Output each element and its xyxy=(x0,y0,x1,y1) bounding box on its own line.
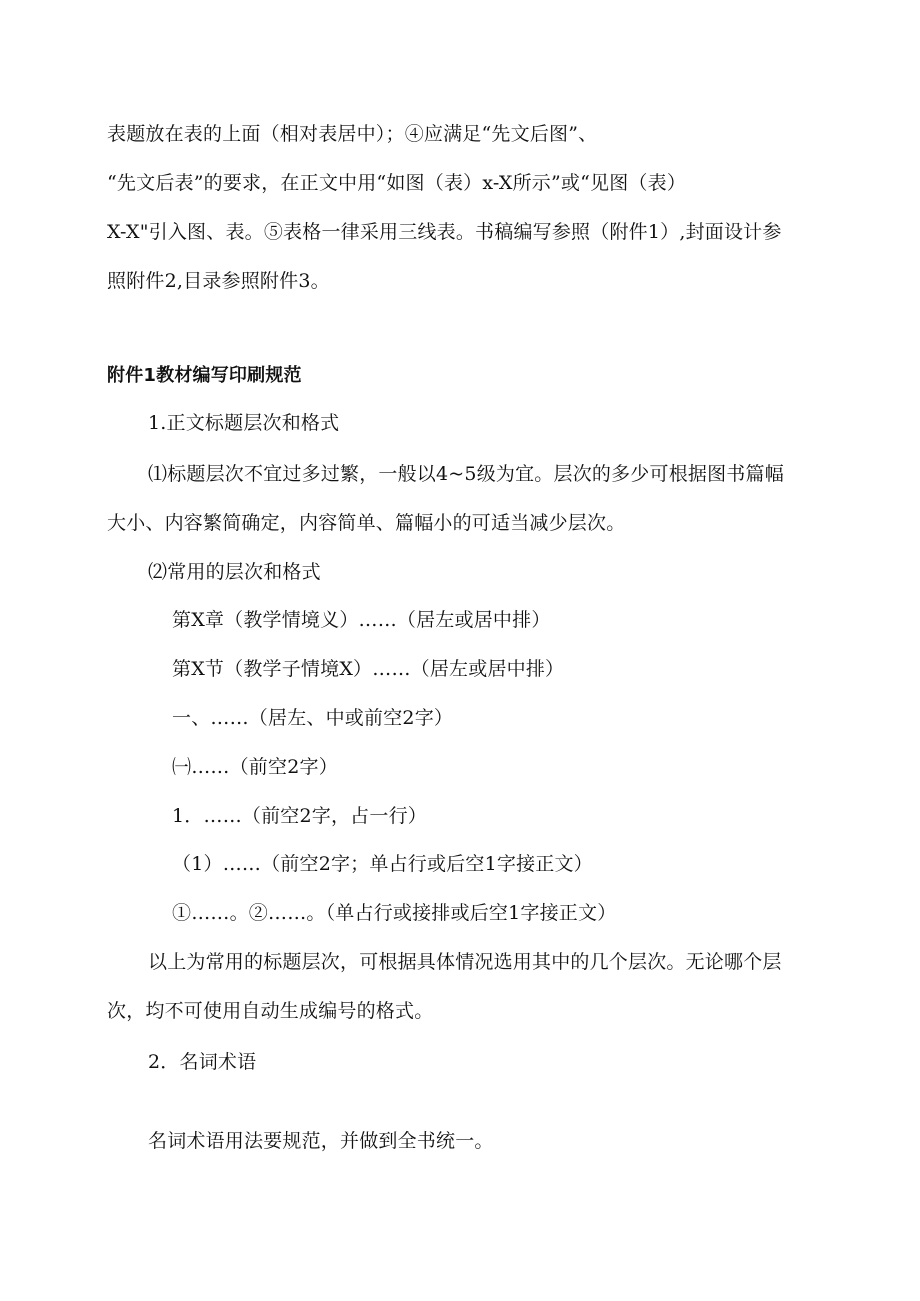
level-circled: ①……。②……。（单占行或接排或后空1字接正文） xyxy=(172,902,617,924)
level-paren-one: ㈠……（前空2字） xyxy=(172,756,338,778)
item2-heading: ⑵常用的层次和格式 xyxy=(148,561,321,583)
intro-line-4: 照附件2,目录参照附件3。 xyxy=(107,270,330,292)
section2-body: 名词术语用法要规范，并做到全书统一。 xyxy=(148,1130,494,1152)
intro-line-3: X-X"引入图、表。⑤表格一律采用三线表。书稿编写参照（附件1）,封面设计参 xyxy=(107,221,782,243)
section1-heading: 1.正文标题层次和格式 xyxy=(148,412,340,434)
appendix-title: 附件1教材编写印刷规范 xyxy=(107,365,302,386)
level-paren-number: （1）……（前空2字；单占行或后空1字接正文） xyxy=(172,853,593,875)
note-line-2: 次，均不可使用自动生成编号的格式。 xyxy=(107,1000,434,1022)
intro-line-1: 表题放在表的上面（相对表居中）；④应满足“先文后图”、 xyxy=(107,123,598,145)
intro-line-2: “先文后表”的要求，在正文中用“如图（表）x-X所示”或“见图（表） xyxy=(107,172,687,194)
item1-line-1: ⑴标题层次不宜过多过繁，一般以4~5级为宜。层次的多少可根据图书篇幅 xyxy=(148,463,784,485)
section2-heading: 2．名词术语 xyxy=(148,1051,257,1073)
note-line-1: 以上为常用的标题层次，可根据具体情况选用其中的几个层次。无论哪个层 xyxy=(148,951,782,973)
level-chapter: 第X章（教学情境义）……（居左或居中排） xyxy=(172,609,551,631)
level-section: 第X节（教学子情境X）……（居左或居中排） xyxy=(172,658,565,680)
item1-line-2: 大小、内容繁简确定，内容简单、篇幅小的可适当减少层次。 xyxy=(107,512,626,534)
level-number: 1．……（前空2字，占一行） xyxy=(172,805,427,827)
level-one: 一、……（居左、中或前空2字） xyxy=(172,707,454,729)
